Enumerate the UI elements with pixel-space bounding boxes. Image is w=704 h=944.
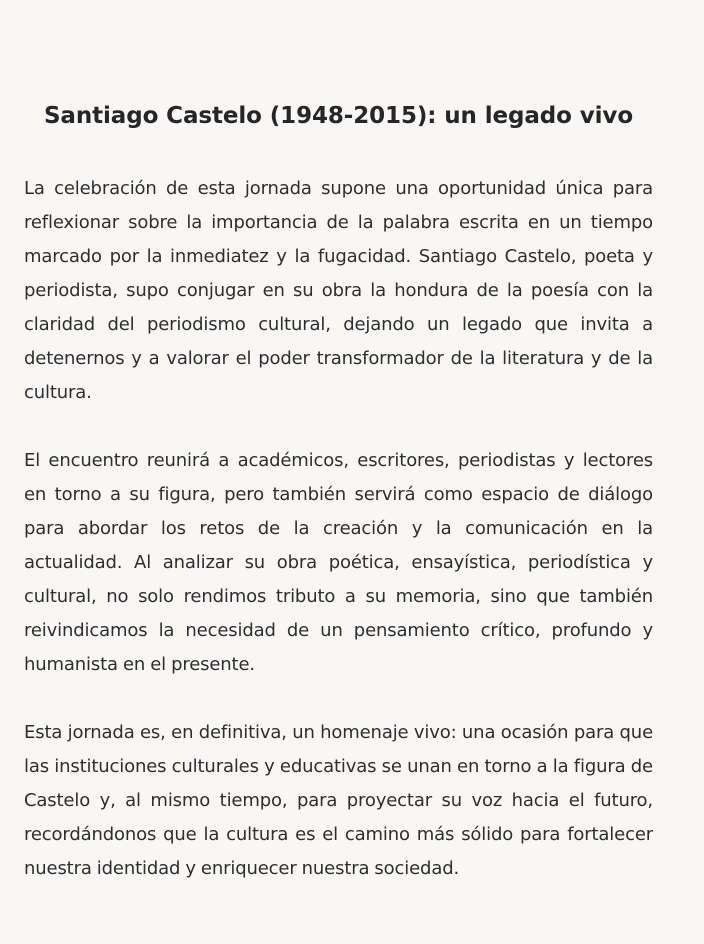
article-title: Santiago Castelo (1948-2015): un legado vivo [43,103,634,129]
article-paragraph-1: La celebración de esta jornada supone una oportunidad única para reflexionar sobre la importancia de la palabra escrita en un tiempo marcado por la inmediatez y la fugacidad. Santiago Castelo, poeta y periodista, supo conjugar en su obra la hondura de la poesía con la claridad del periodismo cultural, dejando un legado que invita a detenernos y a valorar el poder transformador de la literatura y de la cultura. [24,178,653,403]
article-paragraph-3: Esta jornada es, en definitiva, un homenaje vivo: una ocasión para que las instituciones culturales y educativas se unan en torno a la figura de Castelo y, al mismo tiempo, para proyectar su voz hacia el futuro, recordándonos que la cultura es el camino más sólido para fortalecer nuestra identidad y enriquecer nuestra sociedad. [24,722,653,879]
article-paragraph-2: El encuentro reunirá a académicos, escritores, periodistas y lectores en torno a su figura, pero también servirá como espacio de diálogo para abordar los retos de la creación y la comunicación en la actualidad. Al analizar su obra poética, ensayística, periodística y cultural, no solo rendimos tributo a su memoria, sino que también reivindicamos la necesidad de un pensamiento crítico, profundo y humanista en el presente. [24,450,653,675]
